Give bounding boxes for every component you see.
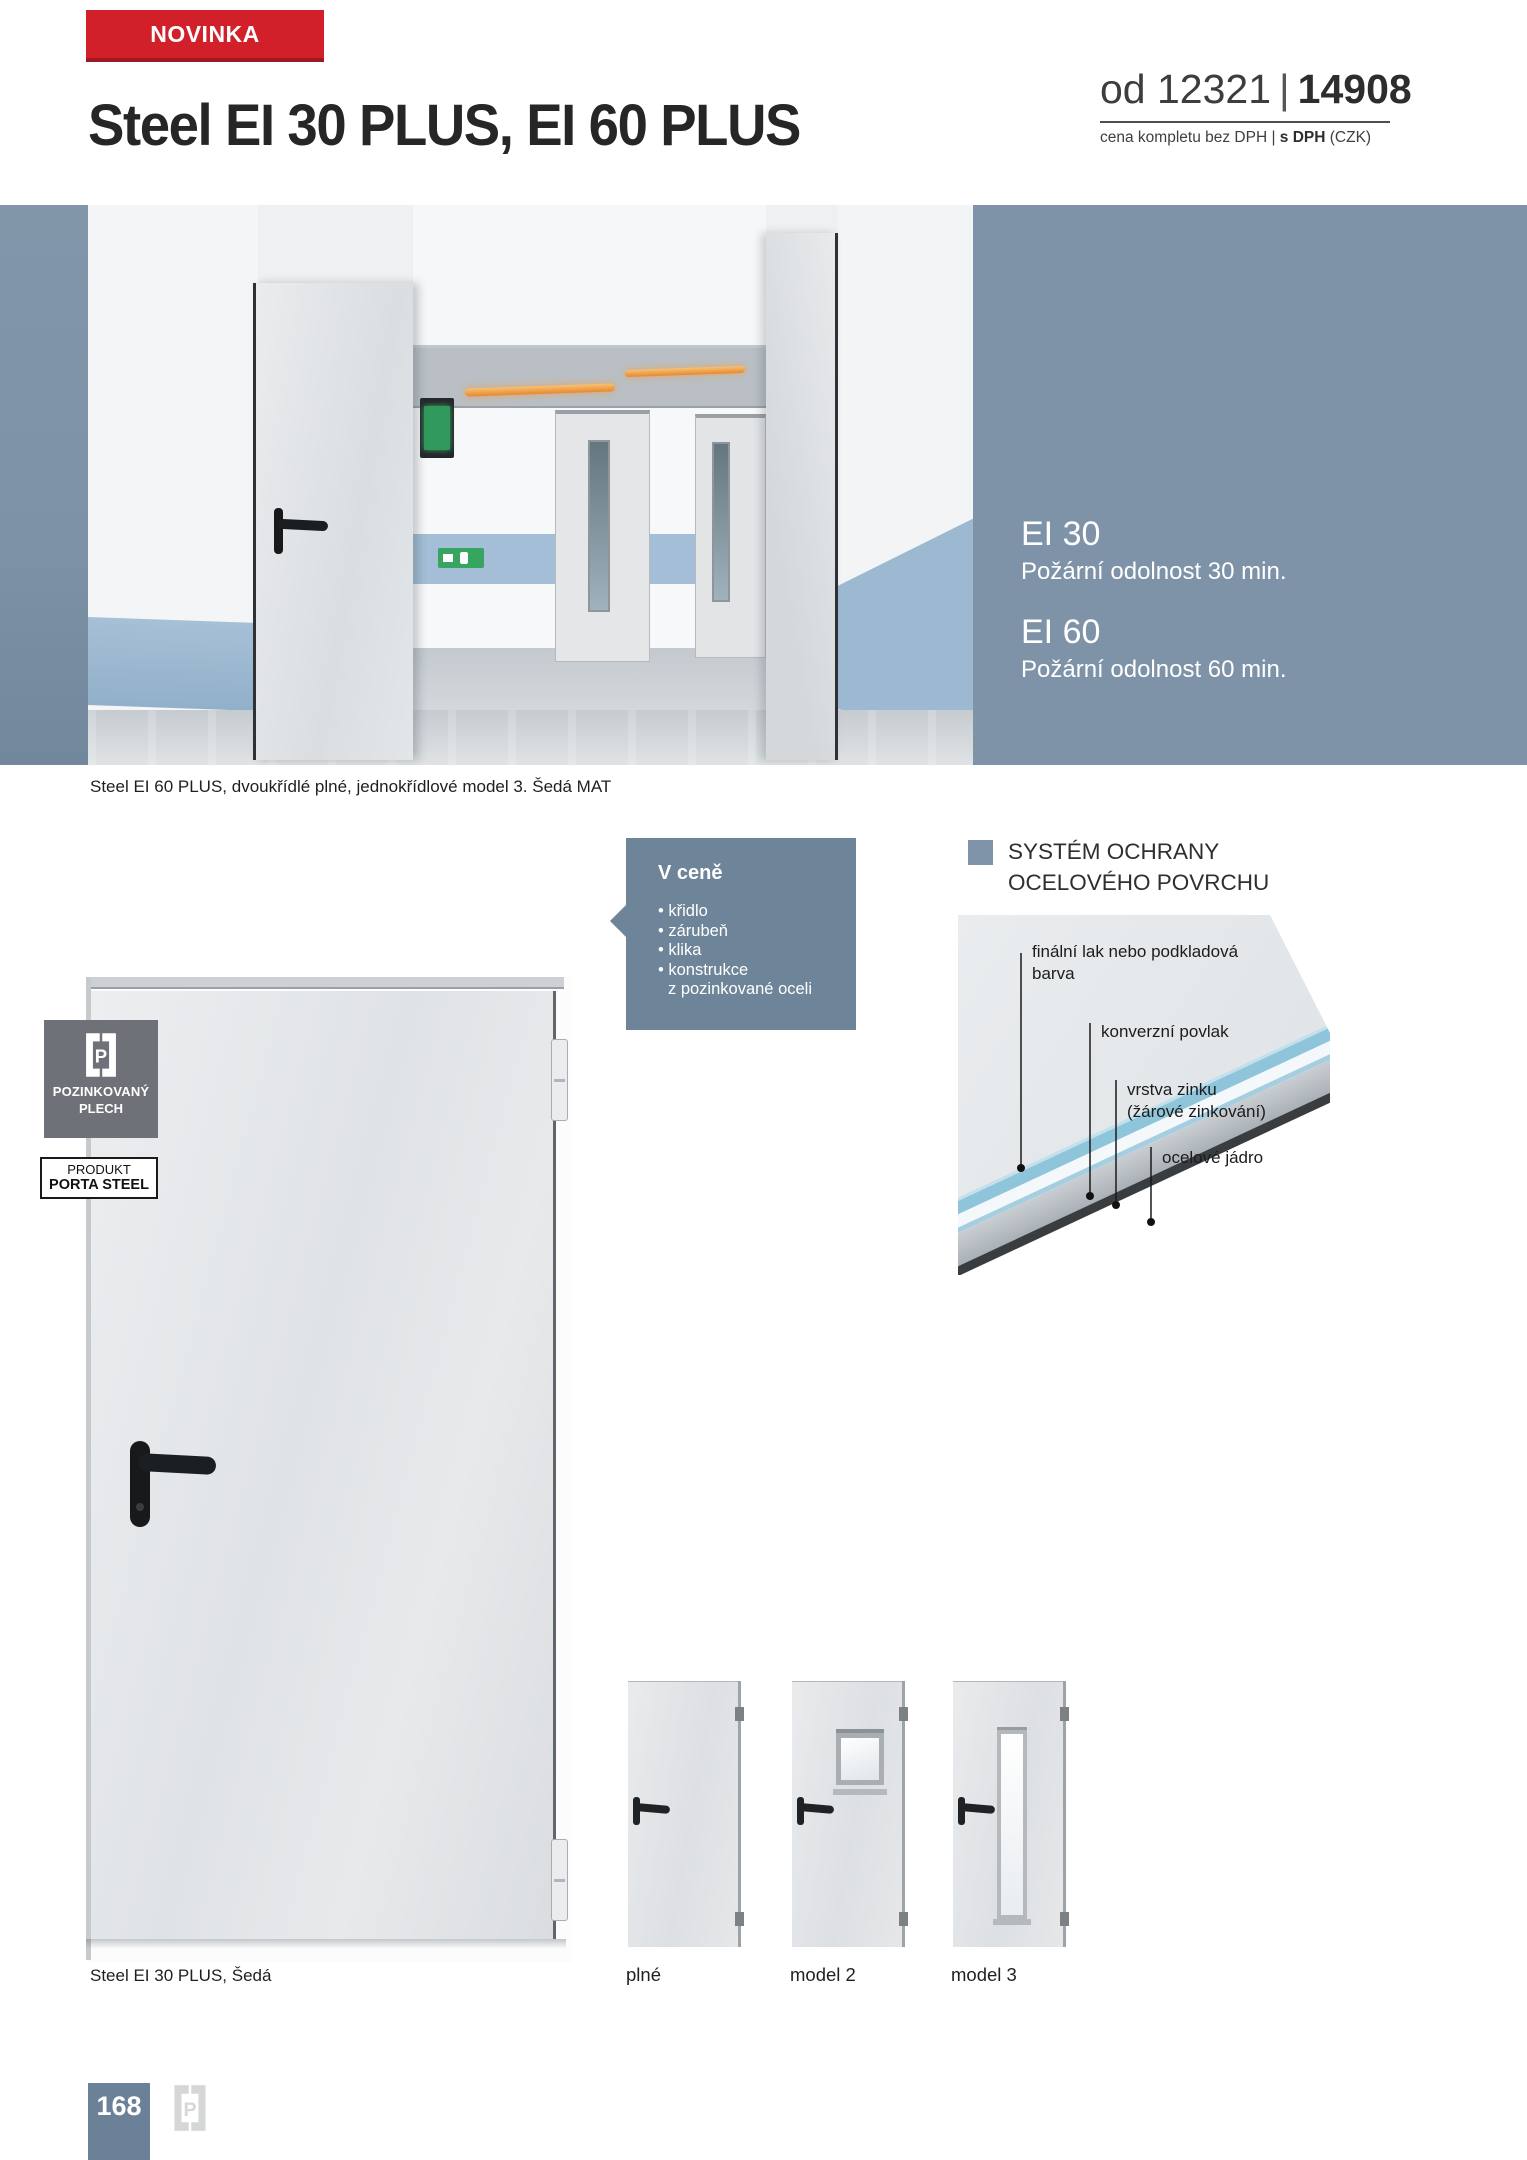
protection-heading	[1008, 836, 1269, 898]
door-slab	[628, 1681, 738, 1947]
variant-label-model3: model 3	[951, 1964, 1017, 1985]
fire-rating-desc: Požární odolnost 60 min.	[1021, 656, 1287, 683]
open-door-left	[253, 283, 413, 760]
product-label-2: PORTA STEEL	[49, 1177, 149, 1193]
door-hinge	[899, 1912, 908, 1926]
price-divider	[1100, 121, 1390, 123]
included-title: V ceně	[658, 862, 723, 884]
included-item-cont: z pozinkované oceli	[668, 980, 813, 998]
price-caption-tail: (CZK)	[1325, 129, 1372, 146]
protection-heading-line2: OCELOVÉHO POVRCHU	[1008, 870, 1270, 895]
galvanized-sheet-badge	[44, 1020, 158, 1138]
fire-rating-code: EI 30	[1021, 515, 1101, 553]
galvanized-label-1: POZINKOVANÝ	[52, 1084, 150, 1099]
photo-floor-gloss	[88, 710, 973, 765]
open-door-right	[766, 233, 838, 760]
product-label-1: PRODUKT	[67, 1162, 131, 1177]
price-block	[1100, 66, 1412, 147]
product-porta-steel-badge	[40, 1157, 158, 1199]
door-window-square	[836, 1729, 884, 1785]
variant-thumb-plne	[626, 1677, 749, 1956]
door-window-glass	[841, 1738, 879, 1780]
label-final-paint-2: barva	[1032, 964, 1075, 983]
photo-wall-above-opening	[413, 205, 766, 348]
variant-label-model2: model 2	[790, 1964, 856, 1985]
door-handle-plate	[274, 508, 283, 554]
main-door-photo	[86, 977, 572, 1962]
fire-rating-panel	[973, 205, 1527, 765]
protection-heading-line1: SYSTÉM OCHRANY	[1008, 839, 1220, 864]
exit-sign-arrow	[443, 554, 453, 562]
door-key-cylinder	[136, 1503, 144, 1511]
hinge-joint	[554, 1879, 565, 1882]
exit-sign-wall	[438, 548, 484, 568]
included-list	[658, 902, 812, 1000]
variant-thumb-model2	[790, 1677, 913, 1956]
spacer	[1021, 587, 1527, 613]
door-hinge-top	[551, 1039, 568, 1121]
hinge-joint	[554, 1079, 565, 1082]
price-caption-plain: cena kompletu bez DPH |	[1100, 129, 1280, 146]
variant-thumb-model3	[951, 1677, 1074, 1956]
label-zinc-layer-2: (žárové zinkování)	[1127, 1102, 1266, 1121]
far-door-model3	[555, 410, 650, 662]
door-hinge	[1060, 1707, 1069, 1721]
photo-left-wall-strip	[0, 205, 88, 765]
price-separator: |	[1279, 66, 1290, 112]
door-hinge	[735, 1912, 744, 1926]
included-item: • zárubeň	[658, 921, 728, 940]
far-door-glass	[712, 442, 730, 602]
logo-letter: P	[183, 2098, 197, 2121]
price-caption-bold: s DPH	[1279, 129, 1326, 146]
corridor-photo	[0, 205, 973, 765]
exit-sign-figure	[460, 552, 468, 564]
door-hinge-bottom	[551, 1839, 568, 1921]
galvanized-label-2: PLECH	[78, 1101, 124, 1116]
door-hinge	[735, 1707, 744, 1721]
included-item: • klika	[658, 941, 702, 959]
door-hinge	[1060, 1912, 1069, 1926]
door-handle-lever	[278, 519, 328, 532]
corridor-ceiling-line	[410, 406, 766, 408]
label-zinc-layer: vrstva zinku	[1127, 1080, 1217, 1099]
main-door-caption: Steel EI 30 PLUS, Šedá	[90, 1966, 272, 1985]
photo-corridor-opening	[410, 348, 766, 765]
page-title: Steel EI 30 PLUS, EI 60 PLUS	[88, 93, 800, 158]
porta-logo-icon	[82, 1032, 120, 1078]
door-frame-top	[86, 977, 564, 989]
fire-rating-code: EI 60	[1021, 613, 1101, 651]
steel-layers-diagram	[958, 915, 1330, 1275]
door-window-tall	[997, 1727, 1027, 1919]
porta-logo-icon	[170, 2084, 210, 2132]
exit-sign-hanging	[420, 398, 454, 458]
door-window-sill	[993, 1919, 1031, 1925]
price-net: od 12321	[1100, 66, 1272, 112]
section-marker-square	[968, 840, 993, 865]
label-steel-core: ocelové jádro	[1162, 1148, 1264, 1167]
page-number: 168	[88, 2083, 150, 2160]
far-door-2	[695, 414, 766, 658]
price-row	[1100, 66, 1412, 113]
door-right-edge	[553, 991, 556, 1939]
door-window-glass	[1001, 1734, 1023, 1915]
corridor-ceiling	[410, 348, 766, 408]
label-final-paint: finální lak nebo podkladová	[1032, 942, 1239, 961]
included-box	[626, 838, 856, 1030]
door-floor-shadow	[86, 1939, 566, 1949]
label-conversion-coating: konverzní povlak	[1101, 1022, 1229, 1041]
door-window-sill	[833, 1789, 887, 1795]
photo-left-wall-stripe	[88, 617, 258, 711]
door-slab	[792, 1681, 902, 1947]
far-door-glass	[588, 440, 610, 612]
novinka-badge: NOVINKA	[86, 10, 324, 62]
door-hinge	[899, 1707, 908, 1721]
price-caption	[1100, 129, 1390, 147]
variant-label-plne: plné	[626, 1964, 661, 1985]
fire-rating-desc: Požární odolnost 30 min.	[1021, 558, 1287, 585]
logo-letter: P	[94, 1045, 108, 1067]
price-gross: 14908	[1297, 66, 1412, 112]
exit-sign-glow	[424, 406, 450, 450]
included-item: • konstrukce	[658, 960, 749, 979]
included-box-pointer	[610, 904, 627, 938]
included-item: • křidlo	[658, 902, 708, 920]
hero-photo-caption: Steel EI 60 PLUS, dvoukřídlé plné, jednokřídlové model 3. Šedá MAT	[90, 777, 612, 796]
